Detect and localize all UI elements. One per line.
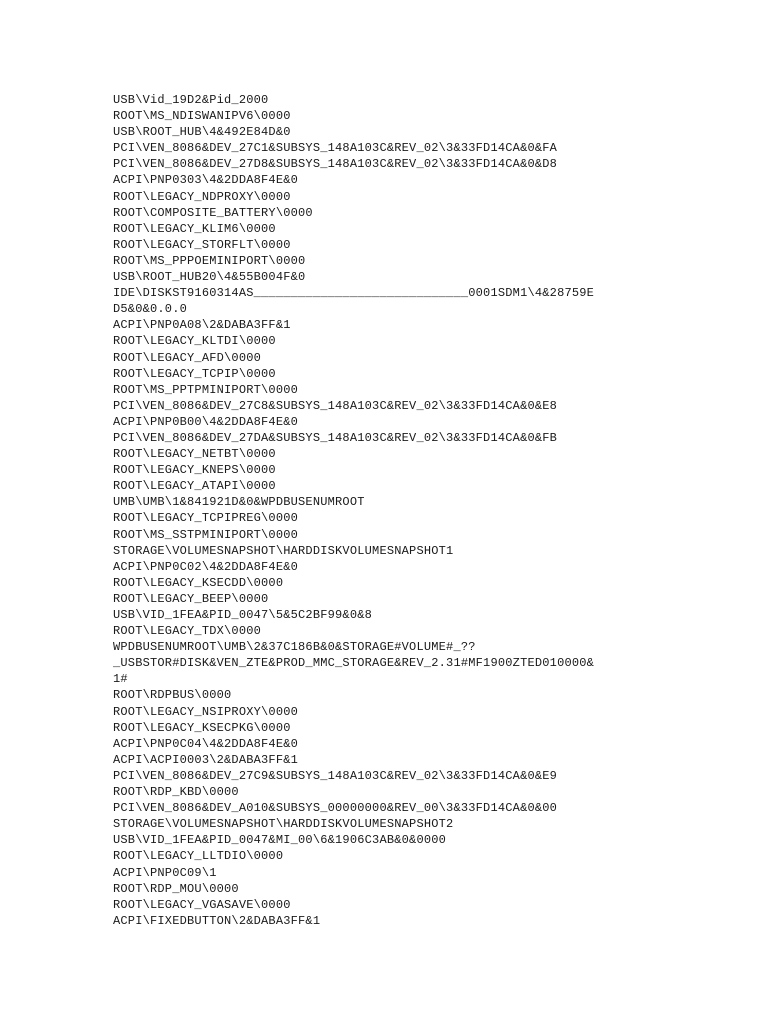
device-id-line: ROOT\LEGACY_AFD\0000: [113, 350, 262, 365]
device-id-line: ROOT\LEGACY_KSECDD\0000: [113, 575, 284, 590]
device-id-line: WPDBUSENUMROOT\UMB\2&37C186B&0&STORAGE#VOLUME#_??: [113, 640, 476, 655]
device-id-line: ROOT\LEGACY_NSIPROXY\0000: [113, 704, 299, 719]
device-id-line: PCI\VEN_8086&DEV_27C1&SUBSYS_148A103C&REV_02\3&33FD14CA&0&FA: [113, 141, 558, 156]
device-id-line: ROOT\MS_SSTPMINIPORT\0000: [113, 527, 299, 542]
device-id-line: ROOT\LEGACY_NDPROXY\0000: [113, 189, 291, 204]
device-id-line: 1#: [113, 672, 128, 687]
device-id-line: ROOT\LEGACY_TDX\0000: [113, 624, 262, 639]
device-id-line: PCI\VEN_8086&DEV_27D8&SUBSYS_148A103C&REV_02\3&33FD14CA&0&D8: [113, 157, 558, 172]
device-id-line: ROOT\MS_NDISWANIPV6\0000: [113, 109, 291, 124]
device-id-line: ACPI\PNP0C09\1: [113, 865, 217, 880]
device-id-line: ROOT\LEGACY_KNEPS\0000: [113, 463, 276, 478]
device-id-line: IDE\DISKST9160314AS_____________________________0001SDM1\4&28759E: [113, 286, 595, 301]
device-id-line: ROOT\COMPOSITE_BATTERY\0000: [113, 205, 313, 220]
device-id-line: ROOT\RDP_KBD\0000: [113, 785, 239, 800]
device-id-line: USB\ROOT_HUB\4&492E84D&0: [113, 125, 291, 140]
device-id-line: ROOT\LEGACY_KSECPKG\0000: [113, 720, 291, 735]
device-id-line: USB\VID_1FEA&PID_0047&MI_00\6&1906C3AB&0&0000: [113, 833, 447, 848]
device-id-line: ACPI\PNP0B00\4&2DDA8F4E&0: [113, 414, 299, 429]
device-id-line: ROOT\LEGACY_ATAPI\0000: [113, 479, 276, 494]
device-id-line: PCI\VEN_8086&DEV_27C9&SUBSYS_148A103C&REV_02\3&33FD14CA&0&E9: [113, 768, 558, 783]
device-id-line: ROOT\RDPBUS\0000: [113, 688, 232, 703]
device-id-line: USB\Vid_19D2&Pid_2000: [113, 93, 269, 107]
device-id-list: [113, 92, 594, 929]
device-id-line: ROOT\MS_PPPOEMINIPORT\0000: [113, 253, 306, 268]
device-id-line: ACPI\FIXEDBUTTON\2&DABA3FF&1: [113, 913, 321, 928]
device-id-line: ROOT\LEGACY_NETBT\0000: [113, 447, 276, 462]
device-id-line: UMB\UMB\1&841921D&0&WPDBUSENUMROOT: [113, 495, 365, 510]
device-id-line: ROOT\LEGACY_KLTDI\0000: [113, 334, 276, 349]
device-id-line: ROOT\LEGACY_TCPIPREG\0000: [113, 511, 299, 526]
device-id-line: ROOT\RDP_MOU\0000: [113, 881, 239, 896]
device-id-line: ACPI\ACPI0003\2&DABA3FF&1: [113, 752, 299, 767]
device-id-line: STORAGE\VOLUMESNAPSHOT\HARDDISKVOLUMESNAPSHOT2: [113, 817, 454, 832]
device-id-line: ACPI\PNP0C02\4&2DDA8F4E&0: [113, 559, 299, 574]
device-id-line: D5&0&0.0.0: [113, 302, 188, 317]
device-id-line: ROOT\MS_PPTPMINIPORT\0000: [113, 382, 299, 397]
device-id-line: STORAGE\VOLUMESNAPSHOT\HARDDISKVOLUMESNAPSHOT1: [113, 543, 454, 558]
device-id-line: ACPI\PNP0C04\4&2DDA8F4E&0: [113, 736, 299, 751]
device-id-line: PCI\VEN_8086&DEV_27DA&SUBSYS_148A103C&REV_02\3&33FD14CA&0&FB: [113, 430, 558, 445]
device-id-line: USB\ROOT_HUB20\4&55B004F&0: [113, 270, 306, 285]
device-id-line: PCI\VEN_8086&DEV_27C8&SUBSYS_148A103C&REV_02\3&33FD14CA&0&E8: [113, 398, 558, 413]
device-id-line: _USBSTOR#DISK&VEN_ZTE&PROD_MMC_STORAGE&REV_2.31#MF1900ZTED010000&: [113, 656, 595, 671]
device-id-line: ROOT\LEGACY_TCPIP\0000: [113, 366, 276, 381]
device-id-line: ACPI\PNP0A08\2&DABA3FF&1: [113, 318, 291, 333]
device-id-line: ROOT\LEGACY_KLIM6\0000: [113, 221, 276, 236]
device-id-line: ACPI\PNP0303\4&2DDA8F4E&0: [113, 173, 299, 188]
device-id-line: ROOT\LEGACY_LLTDIO\0000: [113, 849, 284, 864]
device-id-line: ROOT\LEGACY_VGASAVE\0000: [113, 897, 291, 912]
device-id-line: ROOT\LEGACY_STORFLT\0000: [113, 237, 291, 252]
device-id-line: PCI\VEN_8086&DEV_A010&SUBSYS_00000000&REV_00\3&33FD14CA&0&00: [113, 801, 558, 816]
device-id-line: ROOT\LEGACY_BEEP\0000: [113, 591, 269, 606]
device-id-line: USB\VID_1FEA&PID_0047\5&5C2BF99&0&8: [113, 608, 373, 622]
